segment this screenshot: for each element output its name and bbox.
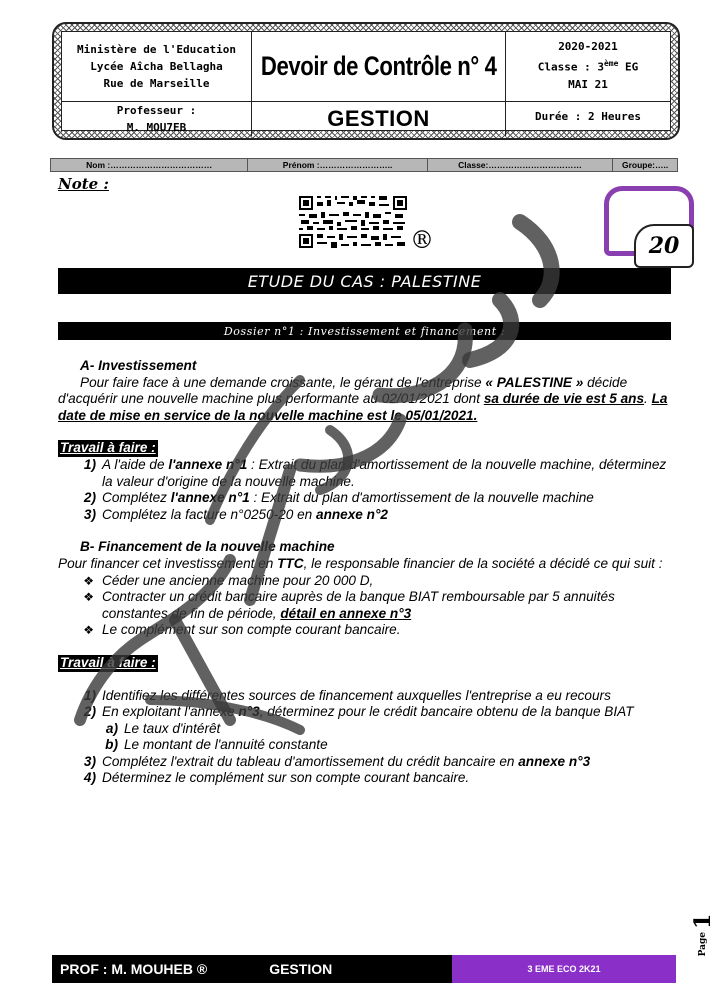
section-a-paragraph: Pour faire face à une demande croissante, le gérant de l'entreprise « PALESTINE » décide d'acquérir une nouvelle machine plus performante au 02/01/2021 dont sa durée de vie est 5 ans. La date de mise en service de la nouvelle machine est le 05/01/2021. bbox=[58, 374, 668, 423]
duration: Durée : 2 Heures bbox=[535, 110, 641, 123]
page-number: Page 1 bbox=[690, 913, 716, 957]
exam-meta bbox=[506, 32, 670, 102]
school-line-2: Lycée Aîcha Bellagha bbox=[90, 60, 223, 73]
task-2-2-b: b) Le montant de l'annuité constante bbox=[105, 737, 328, 753]
classe-field[interactable]: Classe:…………………………… bbox=[428, 159, 613, 171]
diamond-bullet-icon: ❖ bbox=[83, 623, 94, 638]
task-1-3: 3) Complétez la facture n°0250-20 en annexe n°2 bbox=[83, 506, 388, 522]
subject-title: GESTION bbox=[327, 106, 430, 131]
exam-title: Devoir de Contrôle n° 4 bbox=[260, 51, 497, 81]
duration-cell bbox=[506, 102, 670, 136]
section-b-heading: B- Financement de la nouvelle machine bbox=[80, 539, 335, 555]
task-2-1: 1) Identifiez les différentes sources de financement auxquelles l'entreprise a eu recours bbox=[83, 687, 611, 703]
school-line-3: Rue de Marseille bbox=[103, 77, 210, 90]
teacher-label: Professeur : bbox=[116, 104, 197, 117]
subject-cell bbox=[252, 102, 506, 136]
bullet-3: ❖ Le complément sur son compte courant bancaire. bbox=[58, 622, 678, 639]
note-label: Note : bbox=[58, 175, 109, 193]
footer-left bbox=[52, 955, 452, 983]
section-a-heading: A- Investissement bbox=[80, 358, 197, 373]
task-1-2: 2) Complétez l'annexe n°1 : Extrait du plan d'amortissement de la nouvelle machine bbox=[83, 490, 594, 506]
student-info-bar bbox=[50, 158, 678, 172]
case-title: ETUDE DU CAS : PALESTINE bbox=[58, 268, 671, 294]
dossier-title: Dossier n°1 : Investissement et financement : bbox=[58, 322, 671, 340]
task-1-1: 1) A l'aide de l'annexe n°1 : Extrait du plan d'amortissement de la nouvelle machine, déterminez la valeur d'origine de la nouvelle machine. bbox=[83, 456, 667, 489]
header-grid bbox=[61, 31, 671, 134]
groupe-field[interactable]: Groupe:….. bbox=[621, 160, 669, 170]
footer-bar bbox=[52, 955, 676, 983]
exam-date: MAI 21 bbox=[568, 77, 608, 91]
task-2-4: 4) Déterminez le complément sur son compte courant bancaire. bbox=[83, 770, 470, 786]
registered-symbol: ® bbox=[410, 226, 434, 254]
travail-label-1: Travail à faire : bbox=[60, 440, 156, 456]
school-line-1: Ministère de l'Education bbox=[77, 43, 236, 56]
bullet-1: ❖ Céder une ancienne machine pour 20 000 D, bbox=[58, 573, 678, 590]
footer-class-code: 3 EME ECO 2K21 bbox=[452, 955, 676, 983]
footer-prof: PROF : M. MOUHEB ® bbox=[60, 961, 208, 977]
header-frame bbox=[52, 22, 680, 140]
school-year: 2020-2021 bbox=[558, 40, 618, 53]
task-2-3: 3) Complétez l'extrait du tableau d'amortissement du crédit bancaire en annexe n°3 bbox=[83, 753, 591, 769]
diamond-bullet-icon: ❖ bbox=[83, 573, 94, 588]
score-box bbox=[598, 186, 696, 276]
teacher-name: M. MOU7EB bbox=[126, 121, 187, 134]
task-2-2-a: a) Le taux d'intérêt bbox=[105, 720, 221, 736]
section-b-intro: Pour financer cet investissement en TTC, le responsable financier de la société a décidé ce qui suit : bbox=[58, 555, 663, 571]
diamond-bullet-icon: ❖ bbox=[83, 590, 94, 605]
nom-field[interactable]: Nom :……………………………… bbox=[51, 159, 248, 171]
school-info bbox=[62, 32, 252, 102]
task-2-2: 2) En exploitant l'annexe n°3, déterminez pour le crédit bancaire obtenu de la banque BIAT bbox=[83, 704, 634, 720]
bullet-2: ❖ Contracter un crédit bancaire auprès de la banque BIAT remboursable par 5 annuités constantes de fin de période, détail en annexe n°3 bbox=[58, 589, 678, 622]
teacher-cell bbox=[62, 102, 252, 136]
exam-title-cell bbox=[252, 32, 506, 102]
footer-subject: GESTION bbox=[269, 961, 333, 977]
travail-label-2: Travail à faire : bbox=[60, 654, 156, 670]
class-info: Classe : 3ème EG bbox=[537, 59, 639, 74]
exam-content bbox=[58, 358, 678, 787]
prenom-field[interactable]: Prénom :…………………….. bbox=[248, 159, 427, 171]
qr-code-icon bbox=[299, 196, 407, 248]
score-value: 20 bbox=[634, 224, 694, 268]
